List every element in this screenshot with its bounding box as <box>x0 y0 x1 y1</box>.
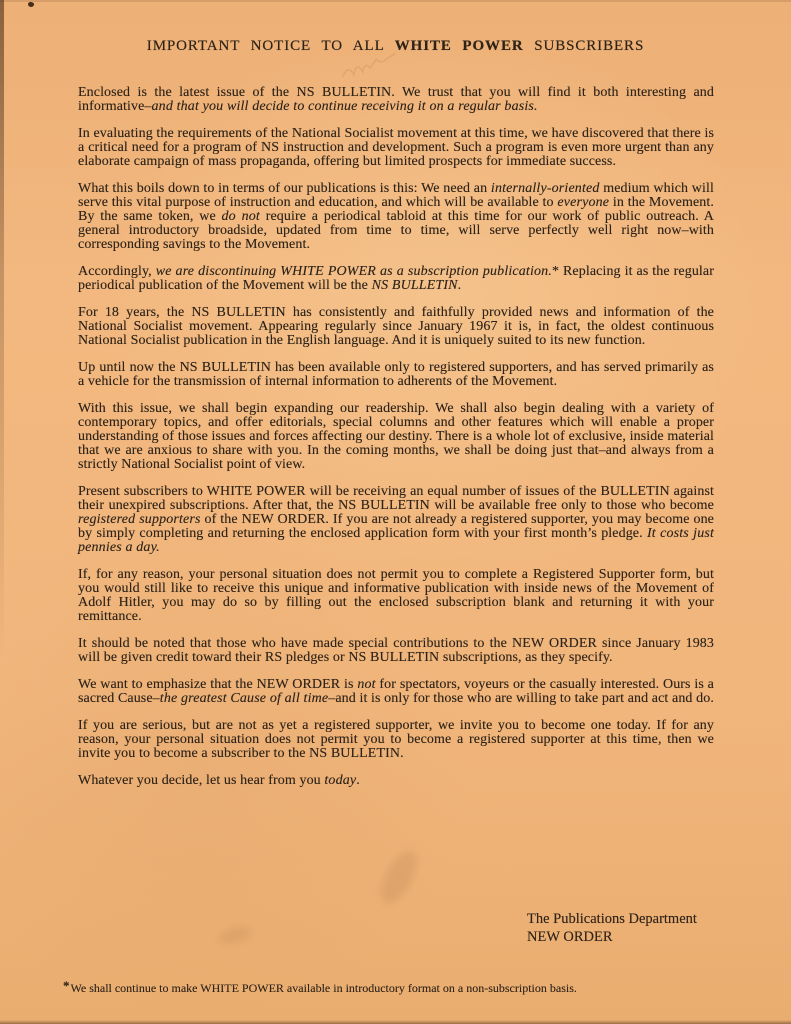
paragraph-13: Whatever you decide, let us hear from you today. <box>78 773 360 788</box>
paragraph-11: We want to emphasize that the NEW ORDER is not for spectators, voyeurs or the casually interested. Ours is a sacred Cause–the greatest Cause of all time–and it is only for those who are willing to take part and act and do. <box>78 677 714 706</box>
paragraph-9: If, for any reason, your personal situation does not permit you to complete a Registered Supporter form, but you would still like to receive this unique and informative publication with inside news of the Movement of Adolf Hitler, you may do so by filling out the enclosed subscription blank and returning it with your remittance. <box>78 567 714 624</box>
signature-block <box>527 911 697 946</box>
paper-smudge <box>374 845 424 908</box>
signature-organization: NEW ORDER <box>527 928 613 945</box>
footnote: *We shall continue to make WHITE POWER available in introductory format on a non-subscription basis. <box>63 978 577 995</box>
paragraph-3: What this boils down to in terms of our publications is this: We need an internally-oriented medium which will serve this vital purpose of instruction and education, and which will be available to everyone in the Movement. By the same token, we do not require a periodical tabloid at this time for our work of public outreach. A general introductory broadside, updated from time to time, will serve perfectly well right now–with corresponding savings to the Movement. <box>78 181 714 252</box>
paragraph-5: For 18 years, the NS BULLETIN has consistently and faithfully provided news and information of the National Socialist movement. Appearing regularly since January 1967 it is, in fact, the oldest continuous National Socialist publication in the English language. And it is uniquely suited to its new function. <box>78 305 714 348</box>
scan-edge-top <box>0 0 791 2</box>
document-title: IMPORTANT NOTICE TO ALL WHITE POWER SUBSCRIBERS <box>146 38 645 54</box>
document-body <box>78 86 714 801</box>
paragraph-8: Present subscribers to WHITE POWER will be receiving an equal number of issues of the BULLETIN against their unexpired subscriptions. After that, the NS BULLETIN will be available free only to those who become registered supporters of the NEW ORDER. If you are not already a registered supporter, you may become one by simply completing and returning the enclosed application form with your first month’s pledge. It costs just pennies a day. <box>78 484 714 555</box>
scan-edge-bottom <box>0 1020 791 1024</box>
scan-speck <box>27 1 34 8</box>
paragraph-7: With this issue, we shall begin expanding our readership. We shall also begin dealing with a variety of contemporary topics, and offer editorials, special columns and other features which will enable a proper understanding of those issues and forces affecting our destiny. There is a whole lot of exclusive, inside material that we are anxious to share with you. In the coming months, we shall be doing just that–and always from a strictly National Socialist point of view. <box>78 401 714 472</box>
scan-edge-left <box>0 0 4 660</box>
paper-smudge <box>217 924 254 947</box>
signature-department: The Publications Department <box>527 911 697 927</box>
paragraph-4: Accordingly, we are discontinuing WHITE POWER as a subscription publication.* Replacing it as the regular periodical publication of the Movement will be the NS BULLETIN. <box>78 264 714 293</box>
paragraph-2: In evaluating the requirements of the National Socialist movement at this time, we have discovered that there is a critical need for a program of NS instruction and development. Such a program is even more urgent than any elaborate campaign of mass propaganda, offering but limited prospects for immediate success. <box>78 126 714 169</box>
paragraph-12: If you are serious, but are not as yet a registered supporter, we invite you to become one today. If for any reason, your personal situation does not permit you to become a registered supporter at this time, then we invite you to become a subscriber to the NS BULLETIN. <box>78 718 714 761</box>
paragraph-1: Enclosed is the latest issue of the NS BULLETIN. We trust that you will find it both interesting and informative–and that you will decide to continue receiving it on a regular basis. <box>78 85 714 114</box>
paragraph-10: It should be noted that those who have made special contributions to the NEW ORDER since January 1983 will be given credit toward their RS pledges or NS BULLETIN subscriptions, as they specify. <box>78 636 714 665</box>
paragraph-6: Up until now the NS BULLETIN has been available only to registered supporters, and has served primarily as a vehicle for the transmission of internal information to adherents of the Movement. <box>78 360 714 389</box>
